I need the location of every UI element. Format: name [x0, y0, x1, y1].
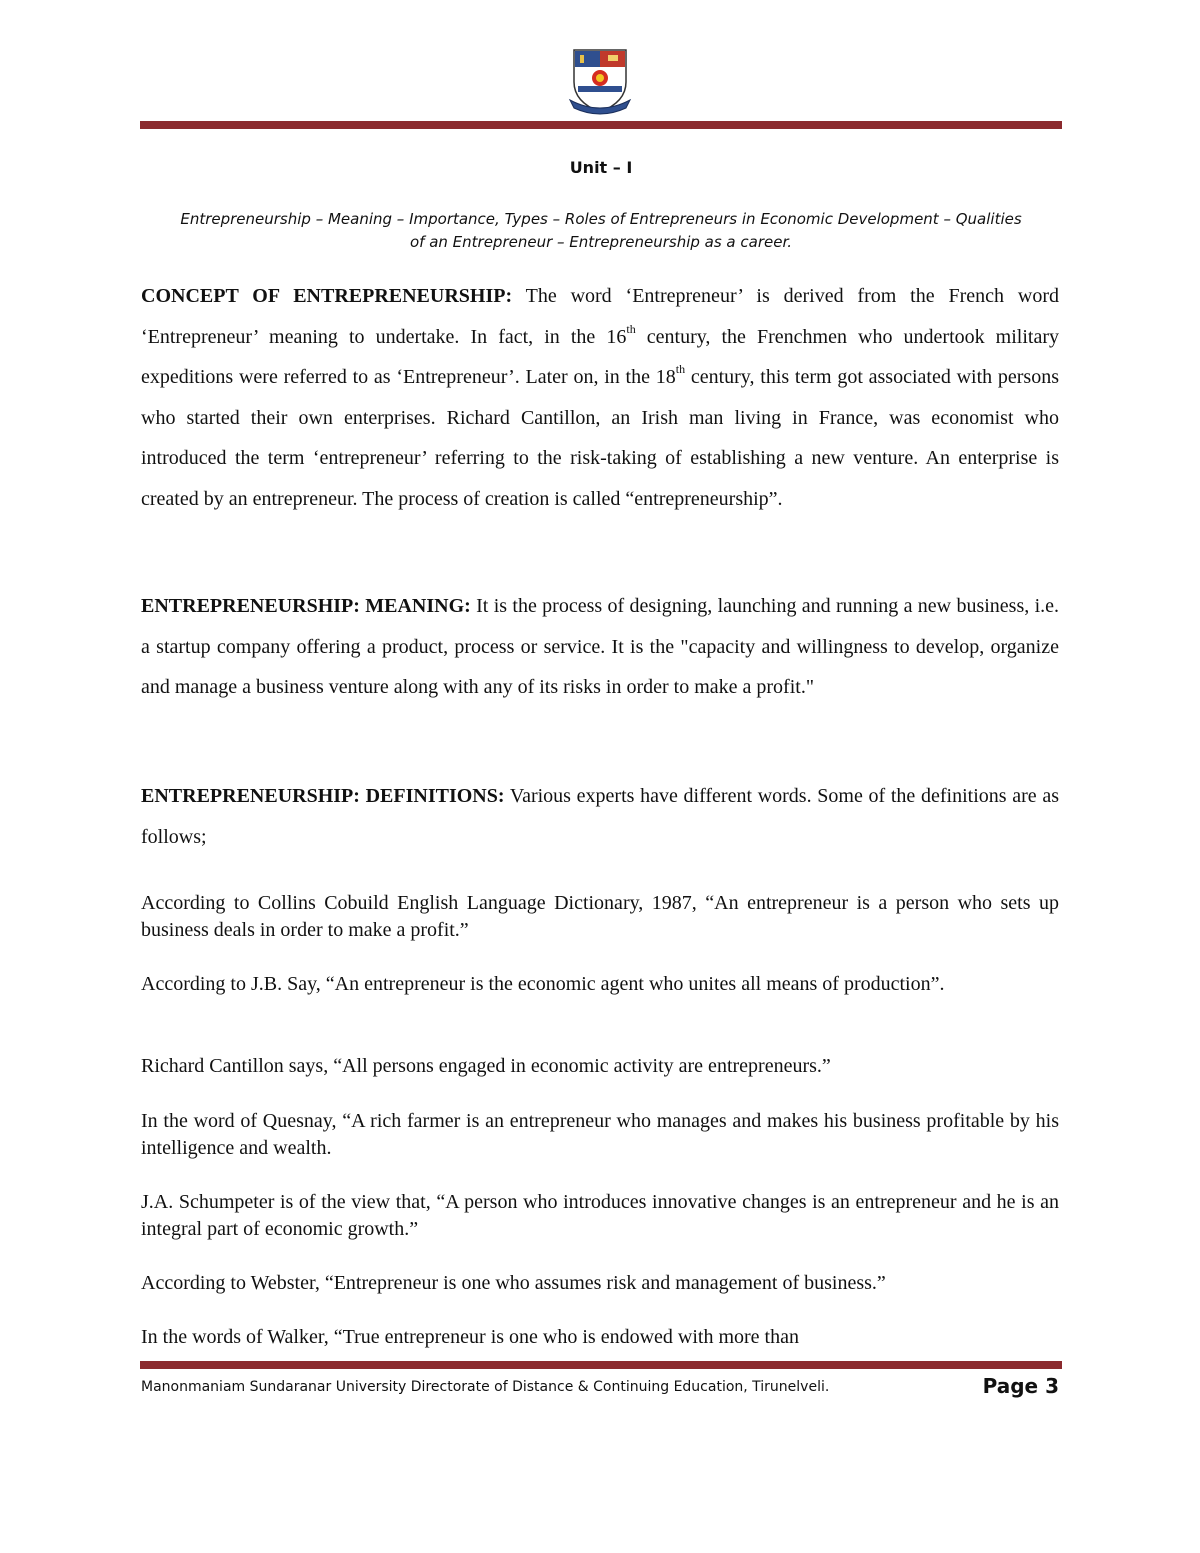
concept-text-3: century, this term got associated with persons who started their own enterprises. Richard Cantillon, an Irish man living in France, was economist who introduced the term ‘entrepreneur’ referring to the risk-taking of establishing a new venture. An enterprise is created by an entrepreneur. The process of creation is called “entrepreneurship”. — [141, 366, 1059, 510]
unit-title: Unit – I — [569, 158, 633, 177]
concept-sup-1: th — [626, 321, 636, 336]
syllabus-line-1: Entrepreneurship – Meaning – Importance, Types – Roles of Entrepreneurs in Economic Development – Qualities — [180, 210, 1022, 228]
definition-quote: According to Webster, “Entrepreneur is one who assumes risk and management of business.” — [141, 1272, 886, 1294]
definitions-paragraph — [141, 776, 1059, 857]
definition-quote: Richard Cantillon says, “All persons engaged in economic activity are entrepreneurs.” — [141, 1055, 831, 1077]
concept-heading: CONCEPT OF ENTREPRENEURSHIP: — [141, 285, 513, 307]
meaning-text: It is the process of designing, launching and running a new business, i.e. a startup company offering a product, process or service. It is the "capacity and willingness to develop, organize and manage a business venture along with any of its risks in order to make a profit." — [141, 595, 1060, 698]
syllabus-line-2: of an Entrepreneur – Entrepreneurship as a career. — [409, 233, 793, 251]
meaning-paragraph — [141, 586, 1059, 708]
definition-quote: According to Collins Cobuild English Language Dictionary, 1987, “An entrepreneur is a person who sets up business deals in order to make a profit.” — [141, 892, 1059, 941]
definition-quote: According to J.B. Say, “An entrepreneur is the economic agent who unites all means of production”. — [141, 973, 945, 995]
syllabus-topics — [140, 208, 1062, 254]
definitions-text: Various experts have different words. Some of the definitions are as follows; — [141, 785, 1059, 848]
concept-paragraph — [141, 276, 1059, 519]
page-number: Page 3 — [982, 1374, 1059, 1398]
definitions-heading: ENTREPRENEURSHIP: DEFINITIONS: — [141, 785, 505, 807]
university-crest-icon — [568, 46, 632, 118]
definition-quote: In the word of Quesnay, “A rich farmer is an entrepreneur who manages and makes his business profitable by his intelligence and wealth. — [141, 1110, 1059, 1159]
definition-quote: In the words of Walker, “True entrepreneur is one who is endowed with more than — [141, 1326, 799, 1348]
footer-rule — [140, 1361, 1062, 1369]
concept-sup-2: th — [675, 362, 686, 377]
footer-institution: Manonmaniam Sundaranar University Directorate of Distance & Continuing Education, Tirunelveli. — [141, 1379, 830, 1395]
definition-quote: J.A. Schumpeter is of the view that, “A person who introduces innovative changes is an entrepreneur and he is an integral part of economic growth.” — [141, 1191, 1059, 1240]
header-rule — [140, 121, 1062, 129]
meaning-heading: ENTREPRENEURSHIP: MEANING: — [141, 595, 471, 617]
concept-text-1: The word ‘Entrepreneur’ is derived from the French word ‘Entrepreneur’ meaning to undertake. In fact, in the 16 — [141, 285, 1059, 348]
concept-text-2: century, the Frenchmen who undertook military expeditions were referred to as ‘Entrepreneur’. Later on, in the 18 — [141, 325, 1060, 388]
